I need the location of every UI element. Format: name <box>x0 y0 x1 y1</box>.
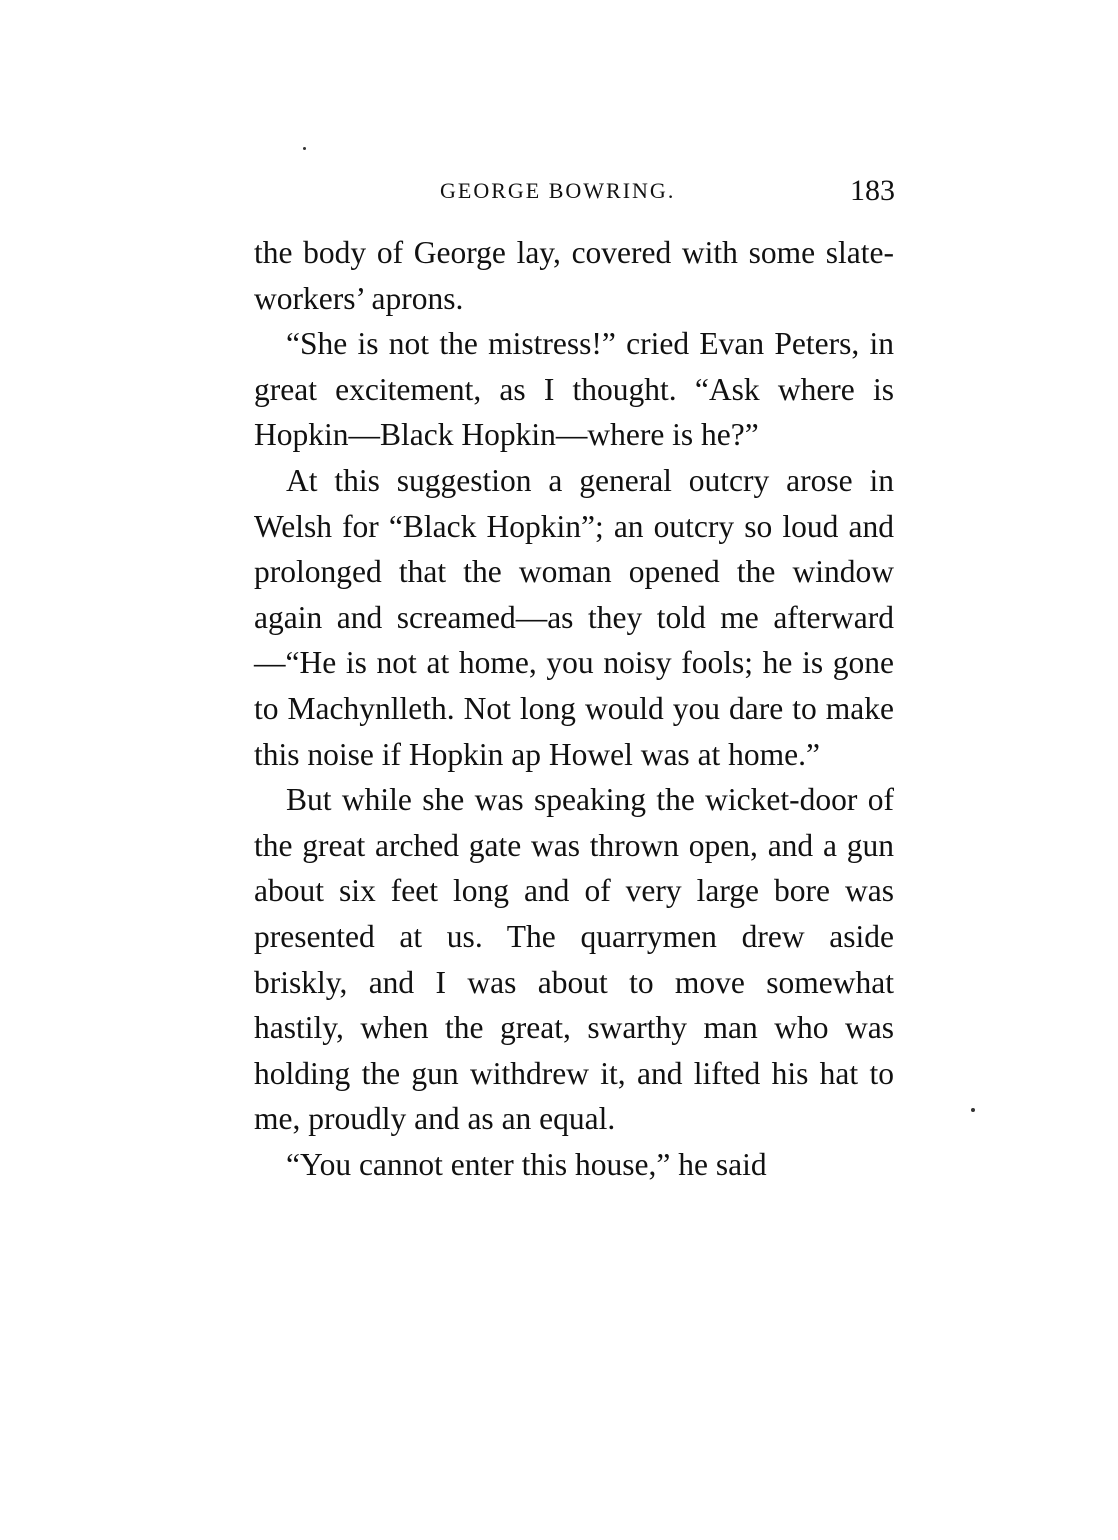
paragraph-2: “She is not the mistress!” cried Evan Peters, in great excitement, as I thought. “Ask where is Hopkin—Black Hopkin—where is he?” <box>254 326 894 453</box>
body-text <box>254 230 894 1187</box>
paragraph-5: “You cannot enter this house,” he said <box>286 1146 767 1182</box>
running-head <box>440 174 895 214</box>
paragraph-1: the body of George lay, covered with some slate-workers’ aprons. <box>254 235 894 316</box>
page-number: 183 <box>850 174 895 207</box>
paragraph-4: But while she was speaking the wicket-door of the great arched gate was thrown open, and a gun about six feet long and of very large bore was presented at us. The quarrymen drew aside briskly, and I was about to move somewhat hastily, when the great, swarthy man who was holding the gun withdrew it, and lifted his hat to me, proudly and as an equal. <box>254 782 894 1137</box>
scan-speck <box>971 1108 975 1112</box>
paragraph-3: At this suggestion a general outcry arose in Welsh for “Black Hopkin”; an outcry so loud and prolonged that the woman opened the window again and screamed—as they told me afterward—“He is not at home, you noisy fools; he is gone to Machynlleth. Not long would you dare to make this noise if Hopkin ap Howel was at home.” <box>254 462 894 772</box>
scan-speck <box>303 147 306 150</box>
running-title: GEORGE BOWRING. <box>440 178 676 203</box>
